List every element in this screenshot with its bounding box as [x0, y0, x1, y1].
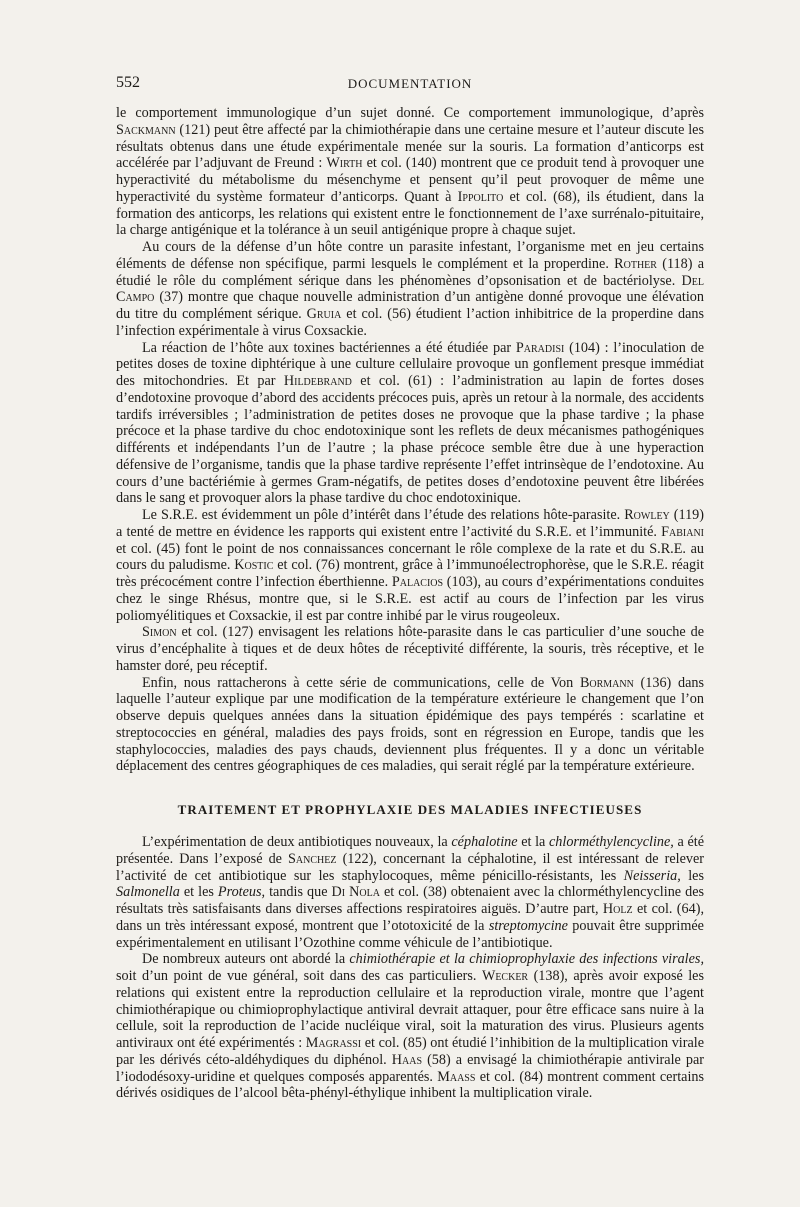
- author-name: Di Nola: [331, 884, 380, 901]
- text-run: (104) : l’inoculation de petites doses de toxine diphtérique à une culture cellulaire provoque un gonflement presque immédiat des mitochondries. Et par: [116, 339, 704, 389]
- paragraph: [116, 507, 704, 624]
- text-run: et col. (61) : l’administration au lapin de fortes doses d’endotoxine provoque d’abord des accidents précoces puis, après un retour à la normale, des accidents tardifs irréversibles ; l’administration de petites doses ne provoque que la phase tardive ; la phase précoce et la phase tardive du choc endotoxinique sont les reflets de deux mécanismes pathogéniques différents et indépendants l’un de l’autre ; la phase précoce semble être due à une hyperaction défensive de l’organisme, tandis que la phase tardive représente l’effet intrinsèque de l’endotoxine. Au cours d’une bactériémie à germes Gram-négatifs, de petites doses d’endotoxine peuvent être libérées dans le sang et provoquer alors la phase tardive du choc endotoxinique.: [116, 373, 704, 507]
- text-run: et col. (56) étudient l’action inhibitrice de la properdine dans l’infection expérimentale à virus Coxsackie.: [116, 306, 705, 339]
- text-run: soit d’un point de vue général, soit dans des cas particuliers.: [116, 968, 482, 984]
- author-name: Wecker: [481, 968, 529, 984]
- text-run: Au cours de la défense d’un hôte contre un parasite infestant, l’organisme met en jeu certains éléments de défense non spécifique, parmi lesquels le complément et la properdine.: [116, 239, 704, 272]
- text-run: et col. (38) obtenaient avec la chlorméthylencycline des résultats très satisfaisants dans diverses affections respiratoires aiguës. D’autre part,: [116, 884, 705, 917]
- text-run: (103), au cours d’expérimentations conduites chez le singe Rhésus, montre que, si le S.R.E. est actif au cours de l’infection par les virus poliomyélitiques et Coxsackie, il est par contre inhibé par le virus rougeoleux.: [116, 574, 704, 624]
- text-run: De nombreux auteurs ont abordé la: [142, 951, 350, 968]
- page-header: [116, 74, 704, 96]
- text-run: et col. (140) montrent que ce produit tend à provoquer une hyperactivité du métabolisme du mésenchyme et pensent qu’il peut provoquer de même une hyperactivité du système formateur d’anticorps. Quant à: [116, 155, 704, 205]
- author-name: Rother: [614, 255, 657, 272]
- text-run: (118) a étudié le rôle du complément sérique dans les phénomènes d’opsonisation et de bactériolyse.: [116, 255, 704, 289]
- author-name: Fabiani: [661, 523, 704, 540]
- author-name: Rowley: [624, 507, 670, 523]
- text-run: Enfin, nous rattacherons à cette série de communications, celle de Von: [142, 674, 580, 691]
- author-name: Paradisi: [515, 339, 565, 356]
- paragraph: [116, 624, 704, 674]
- author-name: Haas: [391, 1051, 423, 1068]
- text-run: et col. (76) montrent, grâce à l’immunoélectrophorèse, que le S.R.E. réagit très précocément contre l’infection éberthienne.: [116, 557, 704, 590]
- paragraph: [116, 951, 704, 1102]
- text-run: a été présentée. Dans l’exposé de: [116, 834, 704, 867]
- section-1-body: [116, 105, 704, 775]
- paragraph: [116, 239, 704, 340]
- text-run: (119) a tenté de mettre en évidence les rapports qui existent entre l’activité du S.R.E. et l’immunité.: [116, 507, 704, 540]
- section-2-body: [116, 834, 704, 1102]
- author-name: Wirth: [326, 155, 363, 172]
- author-name: Palacios: [391, 574, 444, 590]
- author-name: Magrassi: [305, 1035, 362, 1051]
- text-run: L’expérimentation de deux antibiotiques nouveaux, la: [142, 834, 452, 850]
- italic-term: Proteus,: [217, 884, 266, 901]
- author-name: Ippolito: [457, 188, 504, 205]
- text-run: et col. (127) envisagent les relations hôte-parasite dans le cas particulier d’une souche de virus d’encéphalite à tiques et de deux hôtes de réceptivité différente, la souris, très réceptive, et le hamster doré, peu réceptif.: [116, 624, 704, 674]
- author-name: Simon: [142, 624, 177, 641]
- italic-term: Salmonella: [116, 884, 180, 901]
- author-name: Bormann: [579, 674, 634, 691]
- text-run: La réaction de l’hôte aux toxines bactériennes a été étudiée par: [142, 339, 516, 356]
- text-run: et col. (45) font le point de nos connaissances concernant le rôle complexe de la rate et du S.R.E. au cours du paludisme.: [116, 540, 704, 574]
- text-run: et la: [517, 834, 549, 850]
- page-number: 552: [116, 74, 140, 91]
- author-name: Hildebrand: [283, 373, 352, 389]
- paragraph: [116, 834, 704, 951]
- text-run: (122), concernant la céphalotine, il est intéressant de relever l’activité de cet antibiotique sur les staphylocoques, même pénicillo-résistants, les: [116, 850, 704, 884]
- text-run: et col. (64), dans un très intéressant exposé, montrent que l’ototoxicité de la: [116, 901, 704, 934]
- text-run: Le S.R.E. est évidemment un pôle d’intérêt dans l’étude des relations hôte-parasite.: [142, 507, 625, 523]
- author-name: Del Campo: [116, 272, 704, 306]
- section-heading: TRAITEMENT ET PROPHYLAXIE DES MALADIES INFECTIEUSES: [177, 802, 643, 817]
- text-run: (58) a envisagé la chimiothérapie antivirale par l’iododésoxy-uridine et quelques composés apparentés.: [116, 1051, 704, 1085]
- author-name: Gruia: [306, 306, 342, 322]
- text-run: et col. (68), ils étudient, dans la formation des anticorps, les relations qui existent entre le fonctionnement de l’axe surrénalo-pituitaire, la charge antigénique et la tolérance à un seuil antigénique propre à chaque sujet.: [116, 188, 704, 239]
- text-run: et les: [179, 884, 218, 901]
- text-run: le comportement immunologique d’un sujet donné. Ce comportement immunologique, d’après: [116, 105, 704, 121]
- text-run: pouvait être supprimée expérimentalement en utilisant l’Ozothine comme véhicule de l’antibiotique.: [116, 917, 704, 951]
- italic-term: Neisseria,: [623, 867, 681, 884]
- text-run: (136) dans laquelle l’auteur explique par une modification de la température extérieure le changement que l’on observe depuis quelques années dans la situation épidémique des pays tempérés : scarlatine et streptococcies en général, maladies des pays froids, sont en régression en Europe, tandis que les staphylococcies, maladies des pays chauds, deviennent plus fréquentes. Il y a donc un véritable déplacement des centres géographiques de ces maladies, qui serait réglé par la température extérieure.: [116, 674, 704, 775]
- paragraph: [116, 340, 704, 508]
- author-name: Sanchez: [288, 850, 337, 867]
- italic-term: chimiothérapie et la chimioprophylaxie des infections virales,: [349, 951, 704, 968]
- text-run: et col. (84) montrent comment certains dérivés osidiques de l’alcool bêta-phényl-éthylique inhibent la multiplication virale.: [116, 1068, 704, 1102]
- text-run: (121) peut être affecté par la chimiothérapie dans une certaine mesure et l’auteur discute les résultats obtenus dans une étude expérimentale menée sur la souris. La formation d’anticorps est accélérée par l’adjuvant de Freund :: [116, 121, 704, 172]
- text-run: tandis que: [265, 884, 332, 901]
- italic-term: céphalotine: [451, 834, 518, 850]
- author-name: Sackmann: [116, 121, 176, 138]
- author-name: Maass: [437, 1068, 476, 1085]
- author-name: Holz: [602, 901, 633, 917]
- text-run: (37) montre que chaque nouvelle administration d’un antigène donné provoque une élévation du titre du complément sérique.: [116, 289, 704, 322]
- text-run: les: [680, 867, 704, 884]
- text-run: et col. (85) ont étudié l’inhibition de la multiplication virale par les dérivés céto-aldéhydiques du diphénol.: [116, 1035, 704, 1068]
- paragraph: [116, 105, 704, 239]
- italic-term: streptomycine: [488, 917, 568, 934]
- paragraph: [116, 675, 704, 776]
- text-run: (138), après avoir exposé les relations qui existent entre la reproduction cellulaire et la reproduction virale, montre que l’agent chimiothérapique ou chimioprophylactique antiviral devrait attaquer, pour être efficace sans nuire à la cellule, soit la reproduction de l’acide nucléique viral, soit la maturation des virus. Plusieurs agents antiviraux ont été expérimentés :: [116, 968, 704, 1051]
- running-title: DOCUMENTATION: [347, 76, 473, 91]
- author-name: Kostic: [234, 557, 274, 574]
- italic-term: chlorméthylencycline,: [548, 834, 674, 850]
